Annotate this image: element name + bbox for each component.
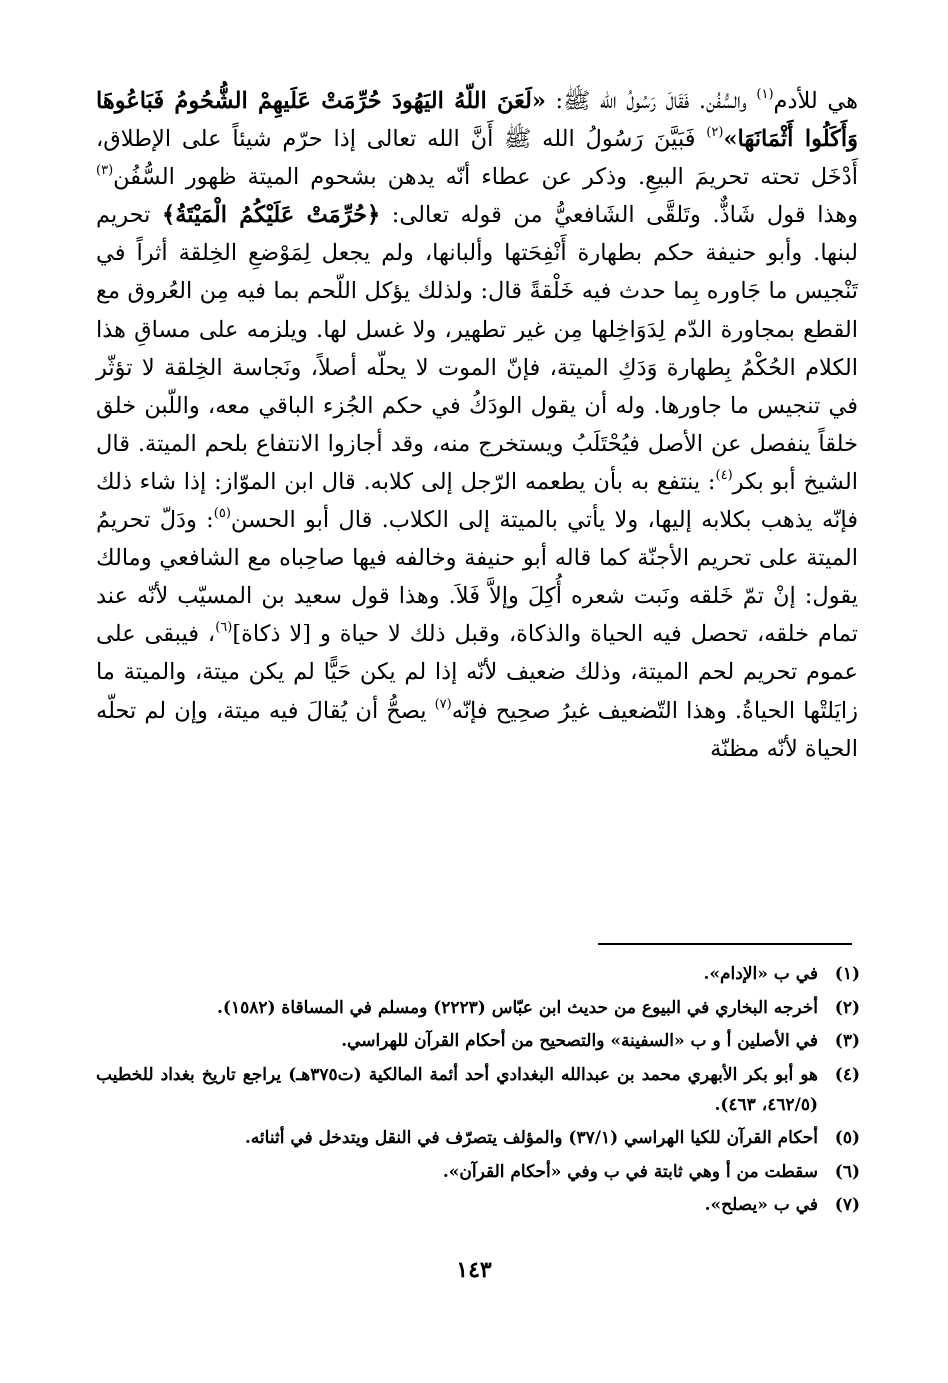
- footnote-number: (٧): [834, 1195, 860, 1215]
- footnote-item: [96, 1026, 860, 1056]
- footnote-item: [96, 1157, 860, 1187]
- footnote-ref-6: (٦): [215, 620, 233, 636]
- text-segment-8: ، فيبقى على عموم تحريم لحم الميتة، وذلك ضعيف لأنّه إذا لم يكن حَيًّا لم يكن ميتة، والميتة ما زايَلتْها الحياةُ. وهذا التّضعيف غيرُ صحِيح فإنّه: [96, 621, 858, 724]
- footnote-ref-7: (٧): [434, 696, 452, 712]
- footnote-item: [96, 993, 860, 1023]
- text-segment-6: : ينتفع به بأن يطعمه الرّجل إلى كلابه. قال ابن الموّاز: إذا شاء ذلك فإنّه يذهب بكلابه إليها، ولا يأتي بالميتة إلى الكلاب. قال أبو الحسن: [96, 468, 858, 534]
- footnote-text: أحكام القرآن للكيا الهراسي (٣٧/١) والمؤلف يتصرّف في النقل ويتدخل في أثنائه.: [244, 1128, 818, 1148]
- footnote-number: (٦): [834, 1161, 860, 1182]
- footnote-ref-3: (٣): [96, 163, 114, 179]
- footnote-number: (٥): [834, 1128, 860, 1148]
- footnote-number: (٣): [834, 1031, 860, 1051]
- footnote-number: (١): [834, 964, 860, 984]
- text-segment-2: والسُّفُن. فَقَالَ رَسُولُ الله ﷺ:: [545, 88, 757, 114]
- text-segment-5: تحريم لبنها. وأبو حنيفة حكم بطهارة أَنْفِحَتها وألبانها، ولم يجعل لِمَوْضعِ الخِلقة أثراً في تَنْجيس ما جَاوره بِما حدث فيه خَلْقةً قال: ولذلك يؤكل اللّحم بما فيه مِن العُروق مع القطع بمجاورة الدّم لِدَوَاخِلها مِن غير تطهير، ولا غسل لها. ويلزمه على مساقِ هذا الكلام الحُكْمُ بِطهارة وَدَكِ الميتة، فإنّ الموت لا يحلّه أصلاً، ونَجاسة الخِلقة لا تؤثّر في تنجيس ما جاورها. وله أن يقول الودَكُ في حكم الجُزء الباقي معه، واللّبن خلق خلقاً ينفصل عن الأصل فيُحْتَلَبُ ويستخرج منه، وقد أجازوا الانتفاع بلحم الميتة. قال الشيخ أبو بكر: [96, 202, 858, 495]
- main-paragraph: [96, 82, 858, 768]
- page-number: ١٤٣: [456, 1257, 492, 1283]
- footnotes-list: [96, 959, 860, 1224]
- footnote-text: في ب «الإدام».: [703, 964, 818, 984]
- quran-quote: ﴿حُرِّمَتْ عَلَيْكُمُ الْمَيْتَةُ﴾: [162, 202, 381, 229]
- footnote-text: أخرجه البخاري في البيوع من حديث ابن عبّاس (٢٢٢٣) ومسلم في المساقاة (١٥٨٢).: [216, 997, 818, 1018]
- footnote-number: (٤): [834, 1064, 860, 1085]
- footnote-text: في ب «يصلح».: [704, 1195, 818, 1215]
- footnote-text: سقطت من أ وهي ثابتة في ب وفي «أحكام القرآن».: [442, 1161, 818, 1182]
- text-segment-3: فَبَيَّنَ رَسُولُ الله ﷺ أَنَّ الله تعالى إذا حرّم شيئاً على الإطلاق، أَدْخَل تحته تحريمَ البيعِ. وذكر عن عطاء أنّه يدهن بشحوم الميتة ظهور السُّفُن: [96, 126, 858, 191]
- footnote-item: [96, 1060, 860, 1120]
- text-segment-4: وهذا قول شَاذٌّ. وتَلقَّى الشَافعيُّ من قوله تعالى:: [380, 202, 859, 229]
- text-segment-7: : ودَلّ تحريمُ الميتة على تحريم الأجنّة كما قاله أبو حنيفة وخالفه فيها صاحِباه مع الشافعي ومالك يقول: إنْ تمّ خَلقه ونَبت شعره أُكِلَ وإلاَّ فَلاَ. وهذا قول سعيد بن المسيّب لأنّه عند تمام خلقه، تحصل فيه الحياة والذكاة، وقبل ذلك لا حياة و [لا ذكاة]: [96, 507, 858, 648]
- hadith-quote: «لَعَنَ اللّهُ اليَهُودَ حُرِّمَتْ عَلَيهِمْ الشُّحُومُ فَبَاعُوهَا وَأَكَلُوا أَثْمَانَهَا»: [96, 88, 858, 153]
- text-segment-1: هي للأدم: [773, 88, 858, 114]
- footnote-ref-2: (٢): [706, 125, 724, 141]
- footnote-item: [96, 959, 860, 989]
- footnote-divider: [598, 943, 852, 945]
- footnote-number: (٢): [834, 997, 860, 1018]
- footnote-item: [96, 1190, 860, 1220]
- footnote-text: في الأصلين أ و ب «السفينة» والتصحيح من أحكام القرآن للهراسي.: [341, 1031, 818, 1051]
- footnote-ref-1: (١): [756, 87, 774, 102]
- footnote-ref-5: (٥): [213, 506, 231, 522]
- text-segment-9: يصحُّ أن يُقالَ فيه ميتة، وإن لم تحلّه الحياة لأنّه مظنّة: [96, 697, 858, 762]
- footnote-item: [96, 1123, 860, 1153]
- main-text-block: [96, 82, 858, 768]
- footnote-text: هو أبو بكر الأبهري محمد بن عبدالله البغدادي أحد أئمة المالكية (ت٣٧٥هـ) يراجع تاريخ بغداد للخطيب (٤٦٢/٥، ٤٦٣).: [96, 1064, 818, 1115]
- footnote-ref-4: (٤): [715, 467, 733, 483]
